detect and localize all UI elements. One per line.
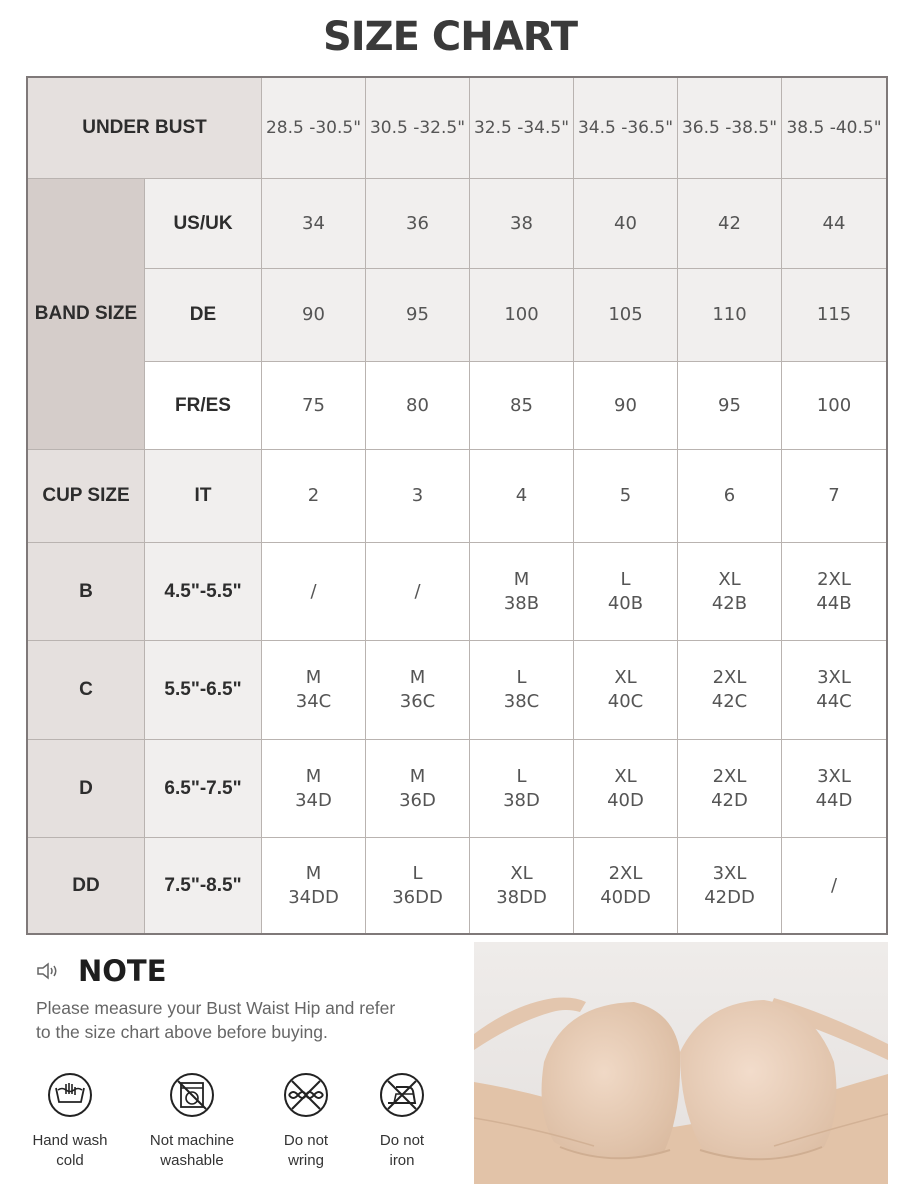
- under-bust-value: 36.5 -38.5": [678, 78, 782, 179]
- size-cell: 3XL 44C: [782, 641, 886, 740]
- care-item: [30, 1072, 110, 1171]
- band-value: 105: [574, 269, 678, 362]
- cup-letter: C: [28, 641, 145, 740]
- speaker-icon: [36, 960, 62, 982]
- cup-range: 4.5"-5.5": [145, 543, 262, 641]
- cup-it-value: 2: [262, 450, 366, 543]
- under-bust-value: 34.5 -36.5": [574, 78, 678, 179]
- band-value: 90: [574, 362, 678, 450]
- do-not-iron-icon: [379, 1072, 425, 1118]
- under-bust-value: 32.5 -34.5": [470, 78, 574, 179]
- band-value: 80: [366, 362, 470, 450]
- band-row-label: FR/ES: [145, 362, 262, 450]
- band-value: 75: [262, 362, 366, 450]
- band-value: 110: [678, 269, 782, 362]
- band-value: 115: [782, 269, 886, 362]
- size-cell: M 34C: [262, 641, 366, 740]
- cup-it-value: 4: [470, 450, 574, 543]
- band-value: 100: [782, 362, 886, 450]
- hand-wash-icon: [47, 1072, 93, 1118]
- size-cell: XL 40C: [574, 641, 678, 740]
- care-label: Hand wash cold: [32, 1132, 108, 1169]
- cup-it-value: 3: [366, 450, 470, 543]
- do-not-wring-icon: [283, 1072, 329, 1118]
- band-value: 36: [366, 179, 470, 269]
- band-value: 95: [366, 269, 470, 362]
- cup-it-value: 6: [678, 450, 782, 543]
- size-cell: XL 38DD: [470, 838, 574, 933]
- under-bust-value: 38.5 -40.5": [782, 78, 886, 179]
- care-item: [266, 1072, 346, 1171]
- size-cell: M 34DD: [262, 838, 366, 933]
- note-text: Please measure your Bust Waist Hip and refer to the size chart above before buying.: [36, 998, 396, 1042]
- band-value: 44: [782, 179, 886, 269]
- size-cell: 3XL 44D: [782, 740, 886, 838]
- band-value: 85: [470, 362, 574, 450]
- size-cell: M 38B: [470, 543, 574, 641]
- size-cell: M 34D: [262, 740, 366, 838]
- care-label: Do not wring: [283, 1132, 329, 1169]
- care-item: [362, 1072, 442, 1171]
- band-value: 95: [678, 362, 782, 450]
- size-cell: 3XL 42DD: [678, 838, 782, 933]
- cup-it-label: IT: [145, 450, 262, 543]
- note-section: [30, 950, 460, 1190]
- band-value: 40: [574, 179, 678, 269]
- cup-letter: D: [28, 740, 145, 838]
- note-heading: NOTE: [78, 954, 167, 988]
- size-cell: L 38D: [470, 740, 574, 838]
- under-bust-value: 28.5 -30.5": [262, 78, 366, 179]
- size-cell: /: [366, 543, 470, 641]
- size-cell: /: [262, 543, 366, 641]
- cup-range: 6.5"-7.5": [145, 740, 262, 838]
- size-cell: XL 42B: [678, 543, 782, 641]
- care-label: Do not iron: [379, 1132, 425, 1169]
- product-image: [474, 942, 888, 1184]
- band-size-label: BAND SIZE: [28, 179, 145, 450]
- care-item: [142, 1072, 242, 1171]
- band-row-label: US/UK: [145, 179, 262, 269]
- band-row-label: DE: [145, 269, 262, 362]
- cup-range: 5.5"-6.5": [145, 641, 262, 740]
- page-title: SIZE CHART: [322, 14, 578, 60]
- band-value: 42: [678, 179, 782, 269]
- care-label: Not machine washable: [149, 1132, 235, 1169]
- band-value: 34: [262, 179, 366, 269]
- size-cell: 2XL 40DD: [574, 838, 678, 933]
- under-bust-value: 30.5 -32.5": [366, 78, 470, 179]
- no-machine-wash-icon: [169, 1072, 215, 1118]
- size-cell: L 36DD: [366, 838, 470, 933]
- cup-range: 7.5"-8.5": [145, 838, 262, 933]
- size-cell: 2XL 42C: [678, 641, 782, 740]
- band-value: 100: [470, 269, 574, 362]
- band-value: 90: [262, 269, 366, 362]
- cup-it-value: 5: [574, 450, 678, 543]
- cup-it-value: 7: [782, 450, 886, 543]
- size-cell: /: [782, 838, 886, 933]
- size-cell: L 40B: [574, 543, 678, 641]
- size-cell: 2XL 44B: [782, 543, 886, 641]
- size-cell: XL 40D: [574, 740, 678, 838]
- size-cell: M 36D: [366, 740, 470, 838]
- size-cell: 2XL 42D: [678, 740, 782, 838]
- cup-letter: B: [28, 543, 145, 641]
- size-cell: L 38C: [470, 641, 574, 740]
- cup-size-label: CUP SIZE: [28, 450, 145, 543]
- band-value: 38: [470, 179, 574, 269]
- under-bust-label: UNDER BUST: [28, 78, 262, 179]
- size-cell: M 36C: [366, 641, 470, 740]
- size-chart-table: [26, 76, 888, 935]
- cup-letter: DD: [28, 838, 145, 933]
